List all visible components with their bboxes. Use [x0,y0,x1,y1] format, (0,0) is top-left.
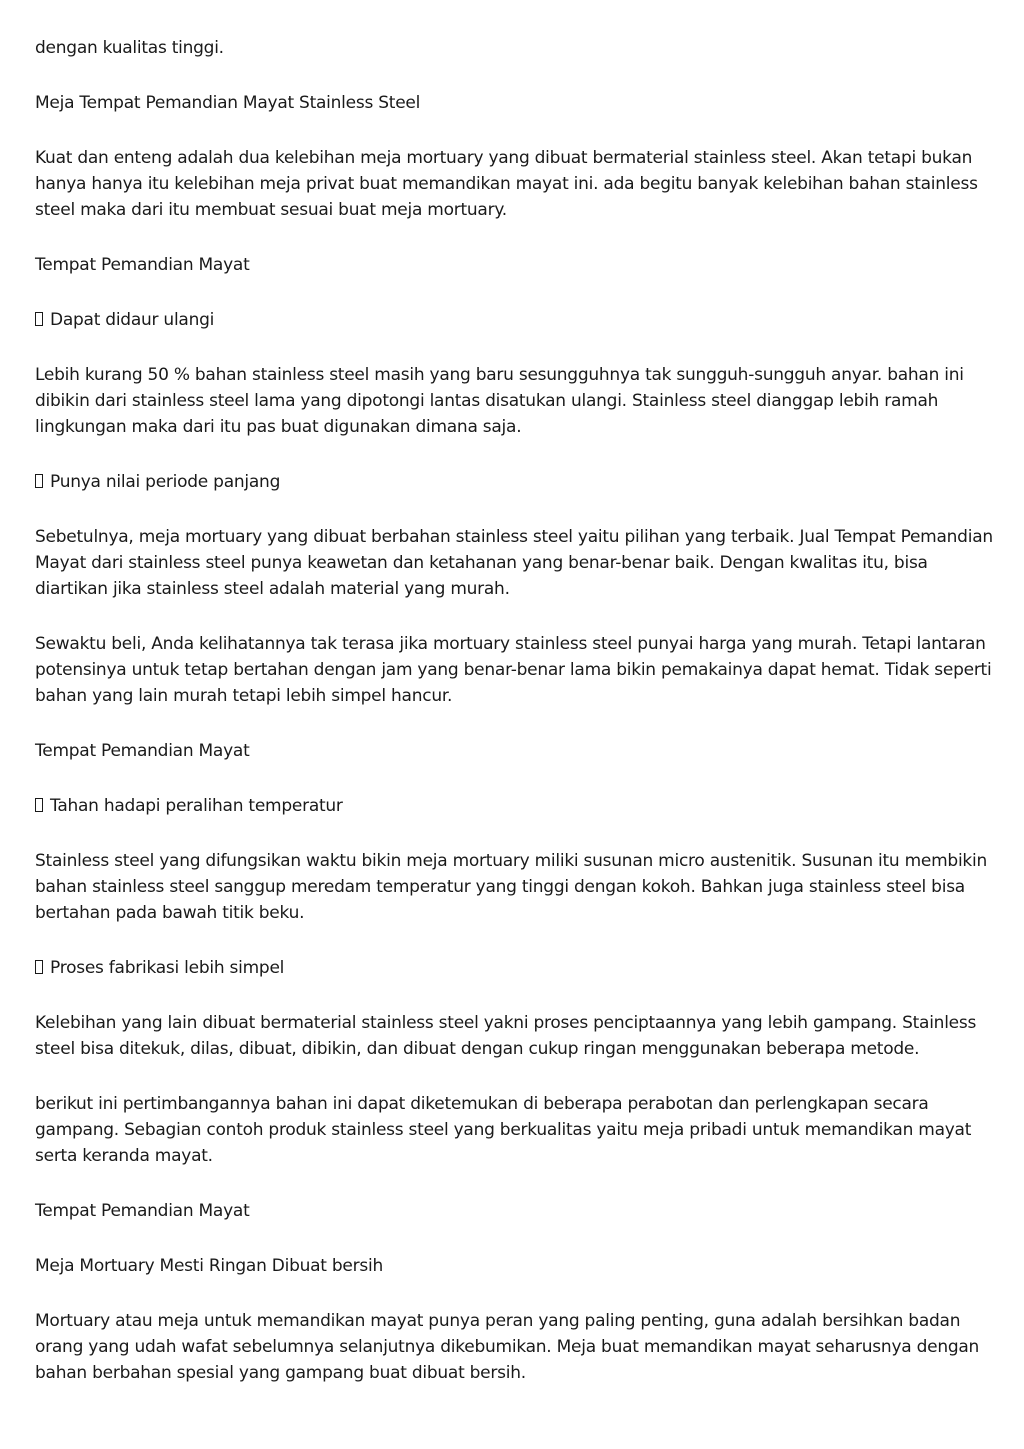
paragraph: Lebih kurang 50 % bahan stainless steel masih yang baru sesungguhnya tak sungguh-sungguh anyar. bahan ini dibikin dari stainless steel lama yang dipotongi lantas disatukan ulangi. Stainless steel dianggap lebih ramah lingkungan maka dari itu pas buat digunakan dimana saja. [35,365,964,437]
paragraph: Mortuary atau meja untuk memandikan mayat punya peran yang paling penting, guna adalah bersihkan badan orang yang udah wafat sebelumnya selanjutnya dikebumikan. Meja buat memandikan mayat seharusnya dengan bahan berbahan spesial yang gampang buat dibuat bersih. [35,1311,980,1383]
section-heading: Tempat Pemandian Mayat [35,255,250,275]
section-heading: Tempat Pemandian Mayat [35,1201,250,1221]
section-heading: Tempat Pemandian Mayat [35,741,250,761]
paragraph: Stainless steel yang difungsikan waktu bikin meja mortuary miliki susunan micro austenitik. Susunan itu membikin bahan stainless steel sanggup meredam temperatur yang tinggi dengan kokoh. Bahkan juga stainless steel bisa bertahan pada bawah titik beku. [35,851,988,923]
document-page [35,35,995,1415]
section-heading: Meja Tempat Pemandian Mayat Stainless Steel [35,93,421,113]
paragraph: Kuat dan enteng adalah dua kelebihan meja mortuary yang dibuat bermaterial stainless steel. Akan tetapi bukan hanya hanya itu kelebihan meja privat buat memandikan mayat ini. ada begitu banyak kelebihan bahan stainless steel maka dari itu membuat sesuai buat meja mortuary. [35,148,978,220]
paragraph: dengan kualitas tinggi. [35,38,224,58]
bullet-item [35,469,995,495]
bullet-box-icon [35,474,43,488]
bullet-item [35,307,995,333]
bullet-label: Dapat didaur ulangi [50,310,215,330]
bullet-label: Punya nilai periode panjang [50,472,281,492]
bullet-label: Tahan hadapi peralihan temperatur [50,796,343,816]
bullet-box-icon [35,960,43,974]
bullet-label: Proses fabrikasi lebih simpel [50,958,285,978]
bullet-box-icon [35,312,43,326]
paragraph: Sebetulnya, meja mortuary yang dibuat berbahan stainless steel yaitu pilihan yang terbaik. Jual Tempat Pemandian Mayat dari stainless steel punya keawetan dan ketahanan yang benar-benar baik. Dengan kwalitas itu, bisa diartikan jika stainless steel adalah material yang murah. [35,527,993,599]
paragraph: Sewaktu beli, Anda kelihatannya tak terasa jika mortuary stainless steel punyai harga yang murah. Tetapi lantaran potensinya untuk tetap bertahan dengan jam yang benar-benar lama bikin pemakainya dapat hemat. Tidak seperti bahan yang lain murah tetapi lebih simpel hancur. [35,634,992,706]
paragraph: Kelebihan yang lain dibuat bermaterial stainless steel yakni proses penciptaannya yang lebih gampang. Stainless steel bisa ditekuk, dilas, dibuat, dibikin, dan dibuat dengan cukup ringan menggunakan beberapa metode. [35,1013,977,1059]
bullet-box-icon [35,798,43,812]
paragraph: berikut ini pertimbangannya bahan ini dapat diketemukan di beberapa perabotan dan perlengkapan secara gampang. Sebagian contoh produk stainless steel yang berkualitas yaitu meja pribadi untuk memandikan mayat serta keranda mayat. [35,1094,972,1166]
section-heading: Meja Mortuary Mesti Ringan Dibuat bersih [35,1256,383,1276]
bullet-item [35,793,995,819]
bullet-item [35,955,995,981]
